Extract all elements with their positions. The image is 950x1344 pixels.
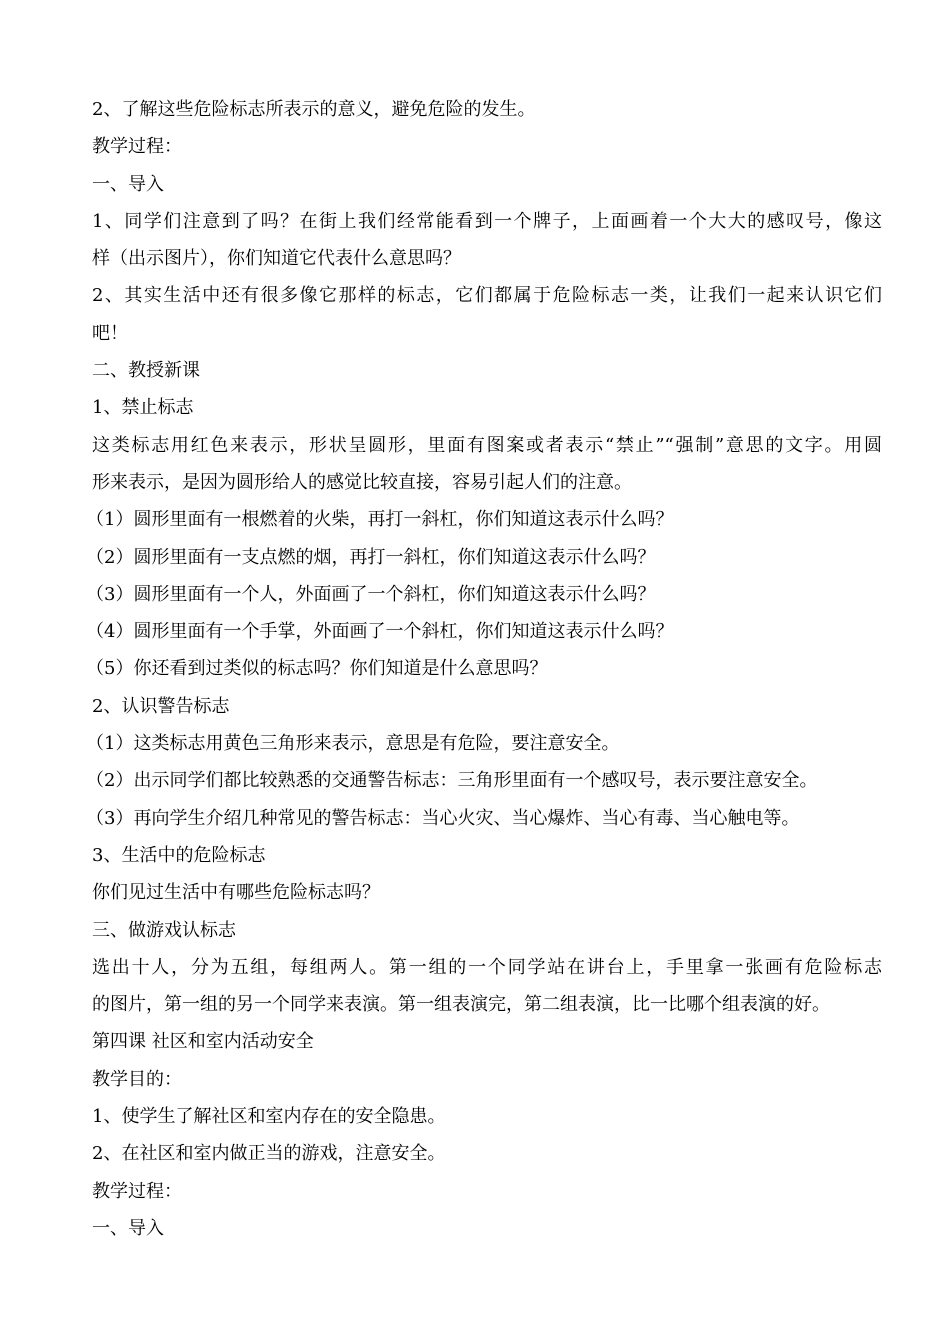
paragraph-line: 样（出示图片），你们知道它代表什么意思吗？: [92, 248, 461, 270]
heading-new-lesson: 二、教授新课: [92, 360, 200, 382]
list-item: （1）这类标志用黄色三角形来表示，意思是有危险，要注意安全。: [86, 733, 620, 755]
heading-game: 三、做游戏认标志: [92, 919, 236, 941]
objective-line-1: 1、使学生了解社区和室内存在的安全隐患。: [92, 1106, 446, 1128]
list-item: （3）再向学生介绍几种常见的警告标志：当心火灾、当心爆炸、当心有毒、当心触电等。: [86, 807, 800, 829]
heading-introduction: 一、导入: [92, 173, 164, 195]
lesson-title: 第四课 社区和室内活动安全: [92, 1031, 314, 1053]
paragraph-line: 吧！: [92, 322, 128, 344]
paragraph-line: 这类标志用红色来表示，形状呈圆形，里面有图案或者表示“禁止”“强制”意思的文字。用圆: [92, 434, 882, 456]
section-heading-teaching-process: 教学过程：: [92, 1180, 182, 1202]
heading-introduction: 一、导入: [92, 1217, 164, 1239]
paragraph-line: 你们见过生活中有哪些危险标志吗？: [92, 882, 380, 904]
subheading-warning-signs: 2、认识警告标志: [92, 695, 230, 717]
list-item: （1）圆形里面有一根燃着的火柴，再打一斜杠，你们知道这表示什么吗？: [86, 509, 674, 531]
section-heading-teaching-process: 教学过程：: [92, 136, 182, 158]
objective-line-2: 2、在社区和室内做正当的游戏，注意安全。: [92, 1143, 446, 1165]
list-item: （3）圆形里面有一个人，外面画了一个斜杠，你们知道这表示什么吗？: [86, 583, 656, 605]
paragraph-line: 1、同学们注意到了吗？在街上我们经常能看到一个牌子，上面画着一个大大的感叹号，像这: [92, 210, 882, 232]
document-body: [86, 95, 882, 1251]
subheading-prohibition-signs: 1、禁止标志: [92, 397, 194, 419]
paragraph-line: 形来表示，是因为圆形给人的感觉比较直接，容易引起人们的注意。: [92, 471, 632, 493]
list-item: （4）圆形里面有一个手掌，外面画了一个斜杠，你们知道这表示什么吗？: [86, 621, 674, 643]
paragraph-line: 选出十人，分为五组，每组两人。第一组的一个同学站在讲台上，手里拿一张画有危险标志: [92, 956, 882, 978]
list-item: （2）圆形里面有一支点燃的烟，再打一斜杠，你们知道这表示什么吗？: [86, 546, 656, 568]
paragraph-line: 的图片，第一组的另一个同学来表演。第一组表演完，第二组表演，比一比哪个组表演的好。: [92, 994, 830, 1016]
paragraph-line: 2、其实生活中还有很多像它那样的标志，它们都属于危险标志一类，让我们一起来认识它们: [92, 285, 882, 307]
objective-line-2: 2、了解这些危险标志所表示的意义，避免危险的发生。: [92, 99, 536, 120]
section-heading-teaching-objectives: 教学目的：: [92, 1068, 182, 1090]
list-item: （5）你还看到过类似的标志吗？你们知道是什么意思吗？: [86, 658, 548, 680]
list-item: （2）出示同学们都比较熟悉的交通警告标志：三角形里面有一个感叹号，表示要注意安全。: [86, 770, 818, 792]
subheading-life-danger-signs: 3、生活中的危险标志: [92, 844, 266, 866]
